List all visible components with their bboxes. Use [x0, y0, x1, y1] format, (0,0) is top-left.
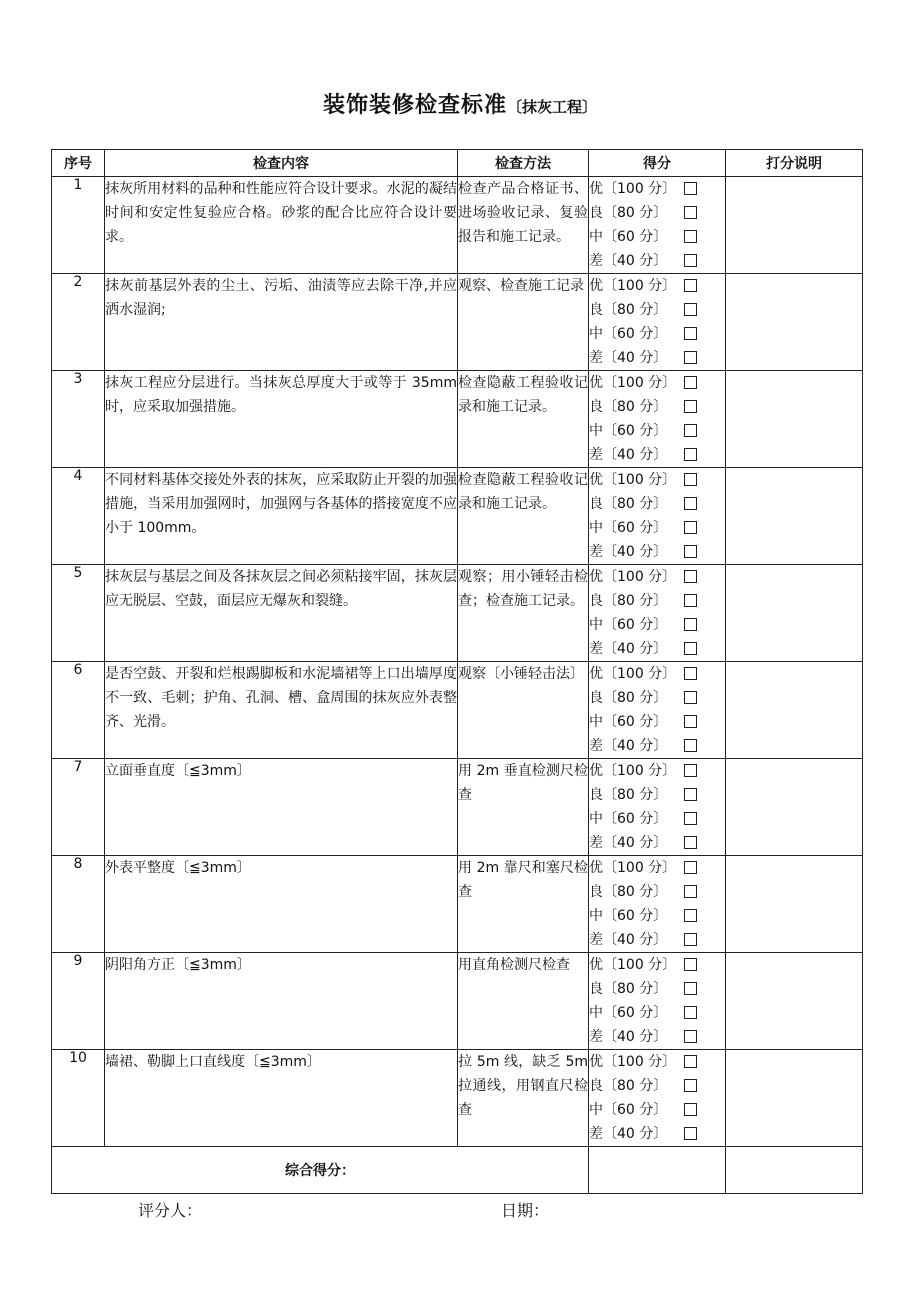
checkbox[interactable] — [684, 1127, 697, 1140]
score-option — [589, 613, 725, 637]
score-note-cell[interactable] — [726, 371, 863, 468]
header-no: 序号 — [52, 150, 105, 177]
score-option — [589, 201, 725, 225]
score-option — [589, 928, 725, 952]
score-options — [589, 565, 726, 662]
score-option-label: 中〔60 分〕 — [589, 326, 668, 342]
score-option — [589, 880, 725, 904]
table-row — [52, 565, 863, 662]
checkbox[interactable] — [684, 545, 697, 558]
score-option — [589, 419, 725, 443]
checkbox[interactable] — [684, 279, 697, 292]
check-method: 检查隐蔽工程验收记录和施工记录。 — [458, 371, 589, 468]
check-method: 观察〔小锤轻击法〕 — [458, 662, 589, 759]
score-note-cell[interactable] — [726, 468, 863, 565]
check-method: 检查隐蔽工程验收记录和施工记录。 — [458, 468, 589, 565]
table-row — [52, 468, 863, 565]
total-score-cell[interactable] — [589, 1147, 726, 1194]
score-option — [589, 540, 725, 564]
score-options — [589, 274, 726, 371]
score-option-label: 优〔100 分〕 — [589, 181, 677, 197]
score-option — [589, 516, 725, 540]
score-option — [589, 783, 725, 807]
score-option — [589, 831, 725, 855]
score-note-cell[interactable] — [726, 274, 863, 371]
score-option-label: 良〔80 分〕 — [589, 884, 668, 900]
score-option-label: 差〔40 分〕 — [589, 641, 668, 657]
score-option — [589, 1098, 725, 1122]
score-option-label: 优〔100 分〕 — [589, 375, 677, 391]
header-content: 检查内容 — [105, 150, 458, 177]
checkbox[interactable] — [684, 861, 697, 874]
checkbox[interactable] — [684, 1055, 697, 1068]
score-option — [589, 322, 725, 346]
score-option-label: 中〔60 分〕 — [589, 811, 668, 827]
score-option-label: 中〔60 分〕 — [589, 229, 668, 245]
row-number: 2 — [52, 274, 105, 371]
score-option-label: 优〔100 分〕 — [589, 472, 677, 488]
score-options — [589, 953, 726, 1050]
table-row — [52, 1050, 863, 1147]
score-options — [589, 1050, 726, 1147]
check-method: 用直角检测尺检查 — [458, 953, 589, 1050]
score-option-label: 中〔60 分〕 — [589, 908, 668, 924]
score-option-label: 中〔60 分〕 — [589, 1102, 668, 1118]
score-option-label: 差〔40 分〕 — [589, 1126, 668, 1142]
row-number: 1 — [52, 177, 105, 274]
total-row — [52, 1147, 863, 1194]
checkbox[interactable] — [684, 618, 697, 631]
score-note-cell[interactable] — [726, 856, 863, 953]
score-options — [589, 856, 726, 953]
score-option-label: 差〔40 分〕 — [589, 1029, 668, 1045]
score-option — [589, 807, 725, 831]
checkbox[interactable] — [684, 182, 697, 195]
checkbox[interactable] — [684, 351, 697, 364]
score-option-label: 中〔60 分〕 — [589, 617, 668, 633]
table-row — [52, 177, 863, 274]
checkbox[interactable] — [684, 473, 697, 486]
score-option-label: 差〔40 分〕 — [589, 932, 668, 948]
score-option-label: 中〔60 分〕 — [589, 520, 668, 536]
checkbox[interactable] — [684, 836, 697, 849]
score-note-cell[interactable] — [726, 1050, 863, 1147]
checkbox[interactable] — [684, 691, 697, 704]
check-content: 立面垂直度〔≦3mm〕 — [105, 759, 458, 856]
score-option — [589, 1050, 725, 1074]
check-content: 是否空鼓、开裂和烂根踢脚板和水泥墙裙等上口出墙厚度不一致、毛刺；护角、孔洞、槽、盒周围的抹灰应外表整齐、光滑。 — [105, 662, 458, 759]
score-option — [589, 1025, 725, 1049]
score-note-cell[interactable] — [726, 565, 863, 662]
score-option-label: 优〔100 分〕 — [589, 569, 677, 585]
checkbox[interactable] — [684, 933, 697, 946]
checkbox[interactable] — [684, 594, 697, 607]
table-row — [52, 953, 863, 1050]
score-options — [589, 468, 726, 565]
table-header-row — [52, 150, 863, 177]
check-method: 拉 5m 线，缺乏 5m 拉通线，用钢直尺检查 — [458, 1050, 589, 1147]
score-option-label: 良〔80 分〕 — [589, 787, 668, 803]
score-options — [589, 759, 726, 856]
checkbox[interactable] — [684, 424, 697, 437]
score-options — [589, 662, 726, 759]
checkbox[interactable] — [684, 327, 697, 340]
score-note-cell[interactable] — [726, 177, 863, 274]
checkbox[interactable] — [684, 982, 697, 995]
score-option-label: 优〔100 分〕 — [589, 666, 677, 682]
checkbox[interactable] — [684, 254, 697, 267]
score-option — [589, 346, 725, 370]
check-content: 不同材料基体交接处外表的抹灰，应采取防止开裂的加强措施，当采用加强网时，加强网与各基体的搭接宽度不应小于 100mm。 — [105, 468, 458, 565]
score-option — [589, 274, 725, 298]
score-option — [589, 225, 725, 249]
score-option — [589, 734, 725, 758]
title-sub: 〔抹灰工程〕 — [507, 98, 598, 116]
table-row — [52, 759, 863, 856]
score-option-label: 良〔80 分〕 — [589, 1078, 668, 1094]
score-note-cell[interactable] — [726, 759, 863, 856]
checkbox[interactable] — [684, 812, 697, 825]
check-content: 墙裙、勒脚上口直线度〔≦3mm〕 — [105, 1050, 458, 1147]
score-option-label: 良〔80 分〕 — [589, 302, 668, 318]
checkbox[interactable] — [684, 497, 697, 510]
score-option — [589, 492, 725, 516]
checkbox[interactable] — [684, 788, 697, 801]
header-note: 打分说明 — [726, 150, 863, 177]
score-option-label: 中〔60 分〕 — [589, 423, 668, 439]
row-number: 9 — [52, 953, 105, 1050]
scorer-label: 评分人： — [138, 1201, 203, 1220]
checkbox[interactable] — [684, 448, 697, 461]
checkbox[interactable] — [684, 206, 697, 219]
checkbox[interactable] — [684, 739, 697, 752]
date-label: 日期： — [501, 1201, 550, 1220]
checkbox[interactable] — [684, 303, 697, 316]
score-option — [589, 468, 725, 492]
score-option — [589, 856, 725, 880]
row-number: 4 — [52, 468, 105, 565]
row-number: 3 — [52, 371, 105, 468]
score-options — [589, 371, 726, 468]
row-number: 6 — [52, 662, 105, 759]
score-option — [589, 565, 725, 589]
score-option-label: 差〔40 分〕 — [589, 544, 668, 560]
score-option — [589, 177, 725, 201]
score-option — [589, 953, 725, 977]
score-option — [589, 443, 725, 467]
score-option-label: 中〔60 分〕 — [589, 714, 668, 730]
checkbox[interactable] — [684, 667, 697, 680]
inspection-table — [51, 149, 863, 1194]
row-number: 5 — [52, 565, 105, 662]
score-option-label: 良〔80 分〕 — [589, 690, 668, 706]
checkbox[interactable] — [684, 1006, 697, 1019]
score-option — [589, 1122, 725, 1146]
score-note-cell[interactable] — [726, 953, 863, 1050]
score-option-label: 差〔40 分〕 — [589, 447, 668, 463]
table-row — [52, 371, 863, 468]
table-row — [52, 856, 863, 953]
score-option-label: 优〔100 分〕 — [589, 1054, 677, 1070]
score-option — [589, 589, 725, 613]
checkbox[interactable] — [684, 642, 697, 655]
score-option — [589, 298, 725, 322]
score-option-label: 差〔40 分〕 — [589, 253, 668, 269]
score-option-label: 差〔40 分〕 — [589, 350, 668, 366]
score-option — [589, 395, 725, 419]
row-number: 8 — [52, 856, 105, 953]
checkbox[interactable] — [684, 885, 697, 898]
checkbox[interactable] — [684, 1079, 697, 1092]
check-method: 用 2m 垂直检测尺检查 — [458, 759, 589, 856]
row-number: 7 — [52, 759, 105, 856]
checkbox[interactable] — [684, 715, 697, 728]
title-main: 装饰装修检查标准 — [322, 93, 507, 118]
score-options — [589, 177, 726, 274]
page-title — [0, 88, 920, 119]
check-method: 观察；用小锤轻击检查；检查施工记录。 — [458, 565, 589, 662]
score-option — [589, 249, 725, 273]
check-method: 观察、检查施工记录 — [458, 274, 589, 371]
score-option-label: 良〔80 分〕 — [589, 593, 668, 609]
checkbox[interactable] — [684, 376, 697, 389]
check-method: 用 2m 靠尺和塞尺检查 — [458, 856, 589, 953]
score-option-label: 良〔80 分〕 — [589, 399, 668, 415]
checkbox[interactable] — [684, 400, 697, 413]
score-option-label: 中〔60 分〕 — [589, 1005, 668, 1021]
checkbox[interactable] — [684, 570, 697, 583]
checkbox[interactable] — [684, 909, 697, 922]
header-method: 检查方法 — [458, 150, 589, 177]
check-content: 外表平整度〔≦3mm〕 — [105, 856, 458, 953]
check-content: 抹灰工程应分层进行。当抹灰总厚度大于或等于 35mm 时，应采取加强措施。 — [105, 371, 458, 468]
checkbox[interactable] — [684, 764, 697, 777]
check-content: 抹灰前基层外表的尘土、污垢、油渍等应去除干净,并应洒水湿润; — [105, 274, 458, 371]
check-content: 阴阳角方正〔≦3mm〕 — [105, 953, 458, 1050]
checkbox[interactable] — [684, 1030, 697, 1043]
score-note-cell[interactable] — [726, 662, 863, 759]
check-method: 检查产品合格证书、进场验收记录、复验报告和施工记录。 — [458, 177, 589, 274]
score-option-label: 优〔100 分〕 — [589, 763, 677, 779]
score-option-label: 良〔80 分〕 — [589, 981, 668, 997]
score-option — [589, 637, 725, 661]
score-option-label: 优〔100 分〕 — [589, 278, 677, 294]
score-option — [589, 1001, 725, 1025]
row-number: 10 — [52, 1050, 105, 1147]
score-option-label: 优〔100 分〕 — [589, 957, 677, 973]
checkbox[interactable] — [684, 958, 697, 971]
score-option — [589, 371, 725, 395]
score-option-label: 差〔40 分〕 — [589, 835, 668, 851]
score-option — [589, 686, 725, 710]
table-row — [52, 662, 863, 759]
score-option-label: 良〔80 分〕 — [589, 205, 668, 221]
checkbox[interactable] — [684, 1103, 697, 1116]
score-option — [589, 1074, 725, 1098]
score-option — [589, 904, 725, 928]
table-row — [52, 274, 863, 371]
score-option-label: 优〔100 分〕 — [589, 860, 677, 876]
check-content: 抹灰所用材料的品种和性能应符合设计要求。水泥的凝结时间和安定性复验应合格。砂浆的配合比应符合设计要求。 — [105, 177, 458, 274]
score-option — [589, 710, 725, 734]
check-content: 抹灰层与基层之间及各抹灰层之间必须粘接牢固，抹灰层应无脱层、空鼓，面层应无爆灰和裂缝。 — [105, 565, 458, 662]
total-note-cell[interactable] — [726, 1147, 863, 1194]
checkbox[interactable] — [684, 230, 697, 243]
score-option-label: 良〔80 分〕 — [589, 496, 668, 512]
table-body — [52, 177, 863, 1194]
score-option-label: 差〔40 分〕 — [589, 738, 668, 754]
score-option — [589, 759, 725, 783]
checkbox[interactable] — [684, 521, 697, 534]
score-option — [589, 977, 725, 1001]
total-label: 综合得分： — [52, 1147, 589, 1194]
score-option — [589, 662, 725, 686]
header-score: 得分 — [589, 150, 726, 177]
